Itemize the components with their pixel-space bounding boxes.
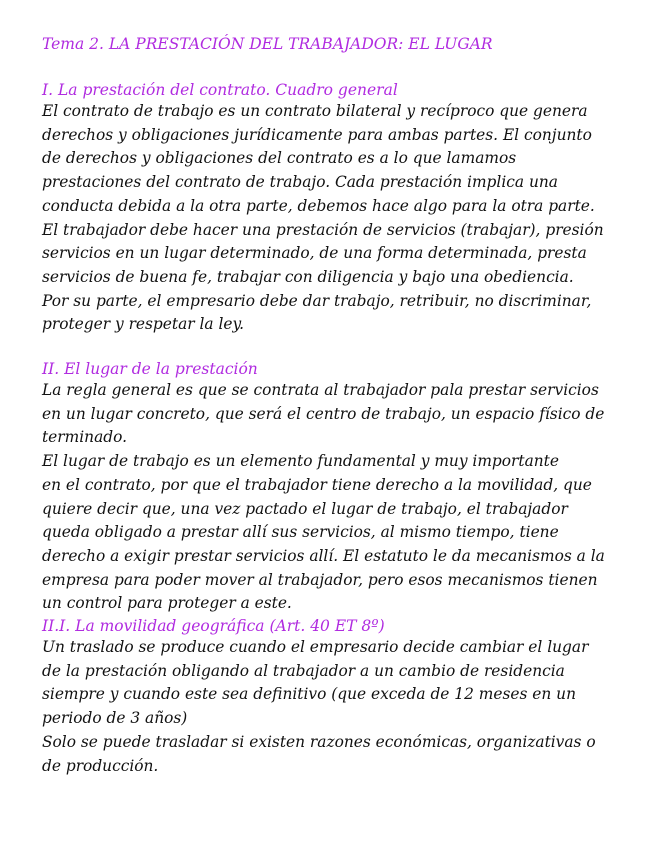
text-line: El lugar de trabajo es un elemento fundamental y muy importante — [42, 452, 559, 471]
text-line: un control para proteger a este. — [42, 594, 292, 613]
text-line: periodo de 3 años) — [42, 709, 188, 728]
text-line: de producción. — [42, 756, 159, 775]
text-line: siempre y cuando este sea definitivo (que exceda de 12 meses en un — [42, 685, 577, 704]
text-line: derecho a exigir prestar servicios allí. El estatuto le da mecanismos a la — [42, 546, 605, 565]
section-2 — [42, 359, 632, 616]
section-heading: II.I. La movilidad geográfica (Art. 40 ET 8º) — [42, 617, 385, 636]
text-line: en un lugar concreto, que será el centro de trabajo, un espacio físico de — [42, 404, 605, 423]
text-line: de la prestación obligando al trabajador a un cambio de residencia — [42, 661, 565, 680]
text-line: La regla general es que se contrata al trabajador pala prestar servicios — [42, 381, 599, 400]
text-line: El trabajador debe hacer una prestación de servicios (trabajar), presión — [42, 220, 604, 239]
text-line: proteger y respetar la ley. — [42, 315, 245, 334]
spacer — [42, 337, 632, 359]
text-line: Un traslado se produce cuando el empresario decide cambiar el lugar — [42, 638, 589, 657]
text-line: terminado. — [42, 428, 127, 447]
section-heading: II. El lugar de la prestación — [42, 360, 258, 379]
section-1 — [42, 80, 632, 337]
text-line: en el contrato, por que el trabajador tiene derecho a la movilidad, que — [42, 475, 592, 494]
section-2-1 — [42, 616, 632, 778]
text-line: de derechos y obligaciones del contrato es a lo que lamamos — [42, 149, 517, 168]
text-line: queda obligado a prestar allí sus servicios, al mismo tiempo, tiene — [42, 523, 559, 542]
text-line: empresa para poder mover al trabajador, pero esos mecanismos tienen — [42, 570, 598, 589]
document-title: Tema 2. LA PRESTACIÓN DEL TRABAJADOR: EL LUGAR — [42, 35, 493, 53]
document-page — [42, 34, 632, 778]
text-line: servicios de buena fe, trabajar con diligencia y bajo una obediencia. — [42, 267, 574, 286]
text-line: Por su parte, el empresario debe dar trabajo, retribuir, no discriminar, — [42, 291, 592, 310]
text-line: El contrato de trabajo es un contrato bilateral y recíproco que genera — [42, 102, 588, 120]
section-heading: I. La prestación del contrato. Cuadro general — [42, 81, 398, 99]
text-line: Solo se puede trasladar si existen razones económicas, organizativas o — [42, 732, 596, 751]
text-line: prestaciones del contrato de trabajo. Cada prestación implica una — [42, 173, 558, 192]
text-line: derechos y obligaciones jurídicamente para ambas partes. El conjunto — [42, 125, 592, 144]
text-line: servicios en un lugar determinado, de una forma determinada, presta — [42, 244, 587, 263]
text-line: quiere decir que, una vez pactado el lugar de trabajo, el trabajador — [42, 499, 568, 518]
text-line: conducta debida a la otra parte, debemos hace algo para la otra parte. — [42, 196, 595, 215]
